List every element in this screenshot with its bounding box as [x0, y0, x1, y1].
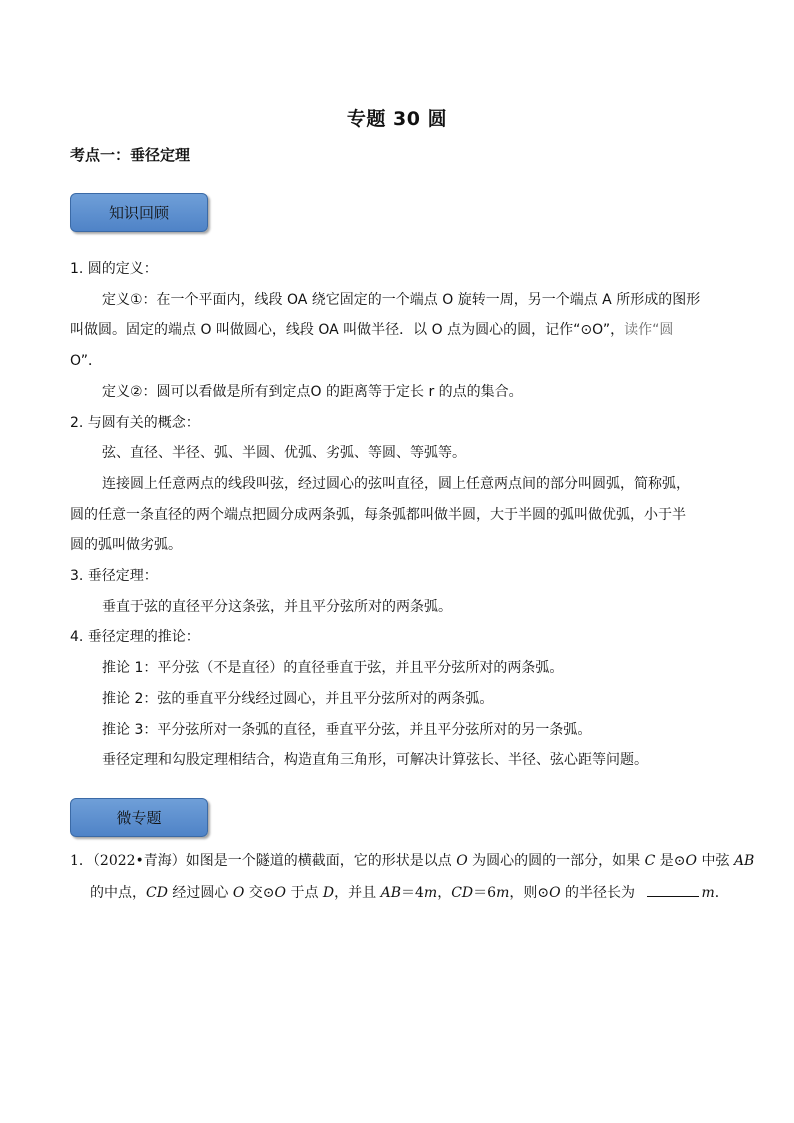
- section-heading: 考点一：垂径定理: [70, 146, 191, 164]
- text-line: 弦、直径、半径、弧、半圆、优弧、劣弧、等圆、等弧等。: [102, 445, 466, 462]
- tag-micro-topic: 微专题: [70, 798, 208, 837]
- text-line: 定义①：在一个平面内，线段 OA 绕它固定的一个端点 O 旋转一周，另一个端点 A 所形成的图形: [102, 291, 701, 308]
- text-line: 叫做圆。固定的端点 O 叫做圆心，线段 OA 叫做半径．以 O 点为圆心的圆，记作“⊙O”，读作“圆: [70, 322, 674, 339]
- text-line: 圆的任意一条直径的两个端点把圆分成两条弧，每条弧都叫做半圆，大于半圆的弧叫做优弧，小于半: [70, 506, 686, 523]
- question-line-1: 1．（2022•青海）如图是一个隧道的横截面，它的形状是以点 O 为圆心的圆的一部分，如果 C 是⊙O 中弦 AB: [70, 853, 755, 869]
- text-line: 4. 垂径定理的推论：: [70, 629, 200, 646]
- page-title: 专题 30 圆: [346, 108, 448, 130]
- text-line: 推论 3：平分弦所对一条弧的直径，垂直平分弦，并且平分弦所对的另一条弧。: [102, 721, 592, 738]
- text-line: 垂直于弦的直径平分这条弦，并且平分弦所对的两条弧。: [102, 598, 452, 615]
- text-line: 定义②：圆可以看做是所有到定点O 的距离等于定长 r 的点的集合。: [102, 383, 523, 400]
- text-line: 3. 垂径定理：: [70, 568, 158, 584]
- answer-blank[interactable]: [647, 884, 699, 897]
- text-line: 圆的弧叫做劣弧。: [70, 537, 182, 554]
- text-line: 推论 2：弦的垂直平分线经过圆心，并且平分弦所对的两条弧。: [102, 690, 494, 707]
- question-line-2: 的中点，CD 经过圆心 O 交⊙O 于点 D，并且 AB＝4m，CD＝6m，则⊙O 的半径长为 m．: [90, 885, 729, 901]
- text-line: 1. 圆的定义：: [70, 261, 158, 277]
- text-line: 推论 1：平分弦（不是直径）的直径垂直于弦，并且平分弦所对的两条弧。: [102, 660, 564, 677]
- tag-knowledge-review: 知识回顾: [70, 193, 208, 232]
- text-line: 连接圆上任意两点的线段叫弦，经过圆心的弦叫直径，圆上任意两点间的部分叫圆弧，简称弧，: [102, 475, 690, 492]
- text-line: 2. 与圆有关的概念：: [70, 414, 200, 431]
- text-line: O”．: [70, 353, 103, 370]
- text-line: 垂径定理和勾股定理相结合，构造直角三角形，可解决计算弦长、半径、弦心距等问题。: [102, 752, 648, 769]
